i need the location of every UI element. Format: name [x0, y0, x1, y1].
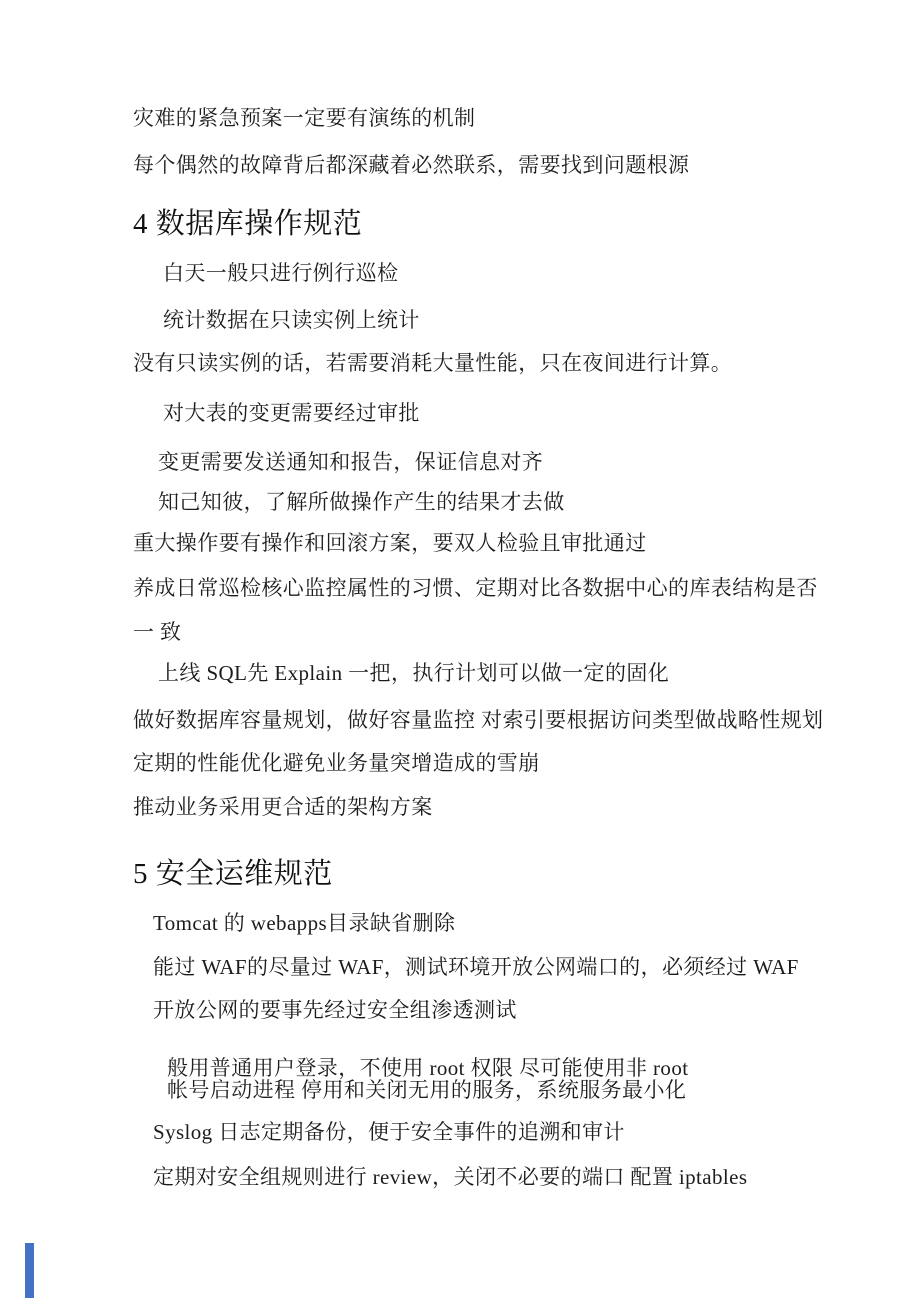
paragraph: 推动业务采用更合适的架构方案	[133, 795, 433, 819]
paragraph: 灾难的紧急预案一定要有演练的机制	[133, 106, 476, 130]
paragraph: 对大表的变更需要经过审批	[163, 401, 420, 425]
paragraph: 做好数据库容量规划，做好容量监控 对索引要根据访问类型做战略性规划	[133, 708, 824, 732]
paragraph: 定期对安全组规则进行 review，关闭不必要的端口 配置 iptables	[153, 1165, 748, 1189]
paragraph: 开放公网的要事先经过安全组渗透测试	[153, 998, 517, 1022]
paragraph: 没有只读实例的话，若需要消耗大量性能，只在夜间进行计算。	[133, 351, 733, 375]
paragraph: 养成日常巡检核心监控属性的习惯、定期对比各数据中心的库表结构是否	[133, 576, 818, 600]
paragraph: Syslog 日志定期备份，便于安全事件的追溯和审计	[153, 1120, 625, 1144]
section-heading-4: 4 数据库操作规范	[133, 208, 363, 240]
paragraph: 白天一般只进行例行巡检	[163, 261, 399, 285]
paragraph: 能过 WAF的尽量过 WAF，测试环境开放公网端口的，必须经过 WAF	[153, 955, 799, 979]
paragraph: 统计数据在只读实例上统计	[163, 308, 420, 332]
paragraph: 一 致	[133, 620, 182, 644]
paragraph: 定期的性能优化避免业务量突增造成的雪崩	[133, 751, 540, 775]
paragraph: 般用普通用户登录，不使用 root 权限 尽可能使用非 root	[167, 1056, 689, 1080]
paragraph: 重大操作要有操作和回滚方案，要双人检验且审批通过	[133, 531, 647, 555]
paragraph: 变更需要发送通知和报告，保证信息对齐	[158, 450, 544, 474]
paragraph: Tomcat 的 webapps目录缺省删除	[153, 911, 456, 935]
page-edge-marker	[25, 1243, 34, 1298]
paragraph: 知己知彼，了解所做操作产生的结果才去做	[158, 490, 565, 514]
paragraph: 上线 SQL先 Explain 一把，执行计划可以做一定的固化	[158, 661, 670, 685]
paragraph: 帐号启动进程 停用和关闭无用的服务，系统服务最小化	[167, 1078, 687, 1102]
paragraph: 每个偶然的故障背后都深藏着必然联系，需要找到问题根源	[133, 153, 690, 177]
section-heading-5: 5 安全运维规范	[133, 858, 333, 890]
